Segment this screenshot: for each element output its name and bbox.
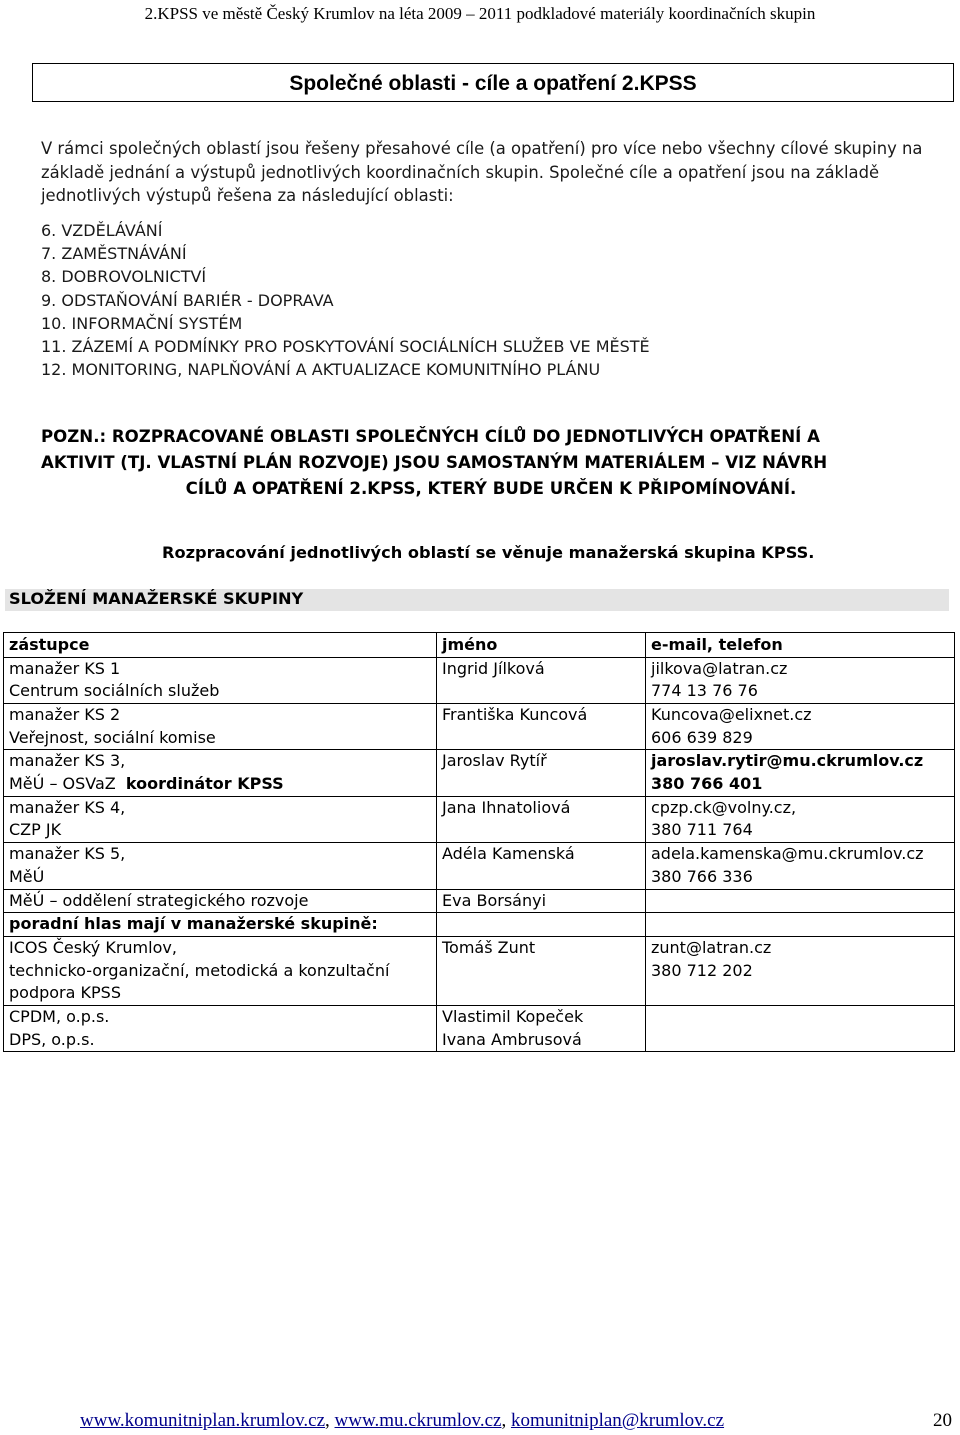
contact-email: cpzp.ck@volny.cz, [651, 797, 797, 817]
area-item: 7. ZAMĚSTNÁVÁNÍ [41, 244, 187, 264]
team-note: Rozpracování jednotlivých oblastí se věnuje manažerská skupina KPSS. [162, 543, 815, 562]
rep-line: ICOS Český Krumlov, [9, 937, 177, 957]
table-header: e-mail, telefon [646, 633, 955, 658]
name-line: Vlastimil Kopeček [442, 1007, 584, 1027]
contact-email: jilkova@latran.cz [651, 658, 788, 678]
table-header: zástupce [4, 633, 437, 658]
contact-cell [646, 703, 955, 749]
area-item: 11. ZÁZEMÍ A PODMÍNKY PRO POSKYTOVÁNÍ SOCIÁLNÍCH SLUŽEB VE MĚSTĚ [41, 337, 650, 357]
table-row [4, 750, 955, 796]
footer-link-email[interactable]: komunitniplan@krumlov.cz [510, 1410, 725, 1431]
name-cell: Ingrid Jílková [437, 657, 646, 703]
area-item: 8. DOBROVOLNICTVÍ [41, 267, 207, 287]
team-table [3, 632, 955, 1052]
contact-phone: 606 639 829 [651, 727, 753, 747]
rep-cell [4, 657, 437, 703]
table-row [4, 703, 955, 749]
rep-line: manažer KS 5, [9, 844, 126, 864]
contact-email: zunt@latran.cz [651, 937, 772, 957]
contact-email: jaroslav.rytir@mu.ckrumlov.cz [651, 751, 924, 771]
rep-cell [4, 1006, 437, 1052]
table-row [4, 843, 955, 889]
contact-cell [646, 843, 955, 889]
table-row [4, 796, 955, 842]
rep-line: manažer KS 3, [9, 751, 126, 771]
rep-cell [4, 703, 437, 749]
contact-phone: 380 711 764 [651, 820, 753, 840]
rep-line: manažer KS 4, [9, 797, 126, 817]
rep-line-with-role [9, 773, 431, 796]
footer-links [80, 1410, 724, 1432]
rep-line: Veřejnost, sociální komise [9, 727, 216, 747]
note-line: POZN.: ROZPRACOVANÉ OBLASTI SPOLEČNÝCH CÍLŮ DO JEDNOTLIVÝCH OPATŘENÍ A [41, 427, 820, 446]
table-header-row [4, 633, 955, 658]
table-row [4, 1006, 955, 1052]
area-list [41, 219, 650, 381]
intro-line: V rámci společných oblastí jsou řešeny přesahové cíle (a opatření) pro více nebo všechny cílové skupiny na [41, 139, 923, 158]
rep-line: podpora KPSS [9, 983, 121, 1003]
footer-separator: , [325, 1410, 335, 1431]
rep-cell: MěÚ – oddělení strategického rozvoje [4, 889, 437, 913]
table-subheading-row [4, 913, 955, 937]
name-cell: Jana Ihnatoliová [437, 796, 646, 842]
coordinator-role: koordinátor KPSS [125, 774, 284, 794]
name-cell: Eva Borsányi [437, 889, 646, 913]
page-number: 20 [933, 1410, 952, 1431]
footer-separator: , [501, 1410, 511, 1431]
contact-cell [646, 796, 955, 842]
rep-line: MěÚ – OSVaZ [9, 774, 116, 794]
name-cell: Adéla Kamenská [437, 843, 646, 889]
rep-line: Centrum sociálních služeb [9, 681, 220, 701]
note-line: AKTIVIT (TJ. VLASTNÍ PLÁN ROZVOJE) JSOU SAMOSTANÝM MATERIÁLEM – VIZ NÁVRH [41, 453, 828, 472]
contact-phone: 380 766 401 [651, 774, 763, 794]
note-line: CÍLŮ A OPATŘENÍ 2.KPSS, KTERÝ BUDE URČEN K PŘIPOMÍNOVÁNÍ. [185, 479, 797, 498]
rep-line: CPDM, o.p.s. [9, 1007, 110, 1027]
contact-cell [646, 750, 955, 796]
name-cell [437, 1006, 646, 1052]
contact-cell [646, 657, 955, 703]
area-item: 6. VZDĚLÁVÁNÍ [41, 221, 163, 240]
name-cell: Jaroslav Rytíř [437, 750, 646, 796]
table-header: jméno [437, 633, 646, 658]
name-line: Ivana Ambrusová [442, 1029, 582, 1049]
rep-cell [4, 750, 437, 796]
contact-cell [646, 936, 955, 1005]
table-row [4, 889, 955, 913]
advisory-heading: poradní hlas mají v manažerské skupině: [4, 913, 437, 937]
intro-paragraph [41, 137, 931, 208]
rep-line: MěÚ [9, 866, 45, 886]
contact-phone: 380 712 202 [651, 960, 753, 980]
rep-cell [4, 936, 437, 1005]
rep-line: manažer KS 1 [9, 658, 121, 678]
rep-line: DPS, o.p.s. [9, 1029, 95, 1049]
section-heading: SLOŽENÍ MANAŽERSKÉ SKUPINY [9, 589, 304, 608]
contact-phone: 380 766 336 [651, 866, 753, 886]
intro-line: jednotlivých výstupů řešena za následující oblasti: [41, 186, 454, 205]
footer-link-mu[interactable]: www.mu.ckrumlov.cz [334, 1410, 502, 1431]
page-title: Společné oblasti - cíle a opatření 2.KPSS [289, 72, 697, 95]
area-item: 12. MONITORING, NAPLŇOVÁNÍ A AKTUALIZACE KOMUNITNÍHO PLÁNU [41, 360, 601, 380]
contact-cell [646, 889, 955, 913]
contact-phone: 774 13 76 76 [651, 681, 758, 701]
intro-line: základě jednání a výstupů jednotlivých koordinačních skupin. Společné cíle a opatření jsou na základě [41, 162, 880, 182]
area-item: 9. ODSTAŇOVÁNÍ BARIÉR - DOPRAVA [41, 290, 334, 310]
contact-cell [646, 1006, 955, 1052]
contact-email: Kuncova@elixnet.cz [651, 704, 812, 724]
name-cell: Františka Kuncová [437, 703, 646, 749]
contact-email: adela.kamenska@mu.ckrumlov.cz [651, 844, 924, 864]
name-cell [437, 913, 646, 937]
area-item: 10. INFORMAČNÍ SYSTÉM [41, 313, 243, 333]
table-row [4, 657, 955, 703]
rep-line: technicko-organizační, metodická a konzultační [9, 960, 390, 980]
rep-line: manažer KS 2 [9, 704, 121, 724]
running-header: 2.KPSS ve městě Český Krumlov na léta 2009 – 2011 podkladové materiály koordinačních skupin [144, 4, 816, 23]
rep-line: CZP JK [9, 820, 62, 840]
rep-cell [4, 843, 437, 889]
name-cell: Tomáš Zunt [437, 936, 646, 1005]
note [41, 424, 941, 502]
table-row [4, 936, 955, 1005]
rep-cell [4, 796, 437, 842]
contact-cell [646, 913, 955, 937]
footer-link-komunitniplan[interactable]: www.komunitniplan.krumlov.cz [80, 1410, 326, 1431]
